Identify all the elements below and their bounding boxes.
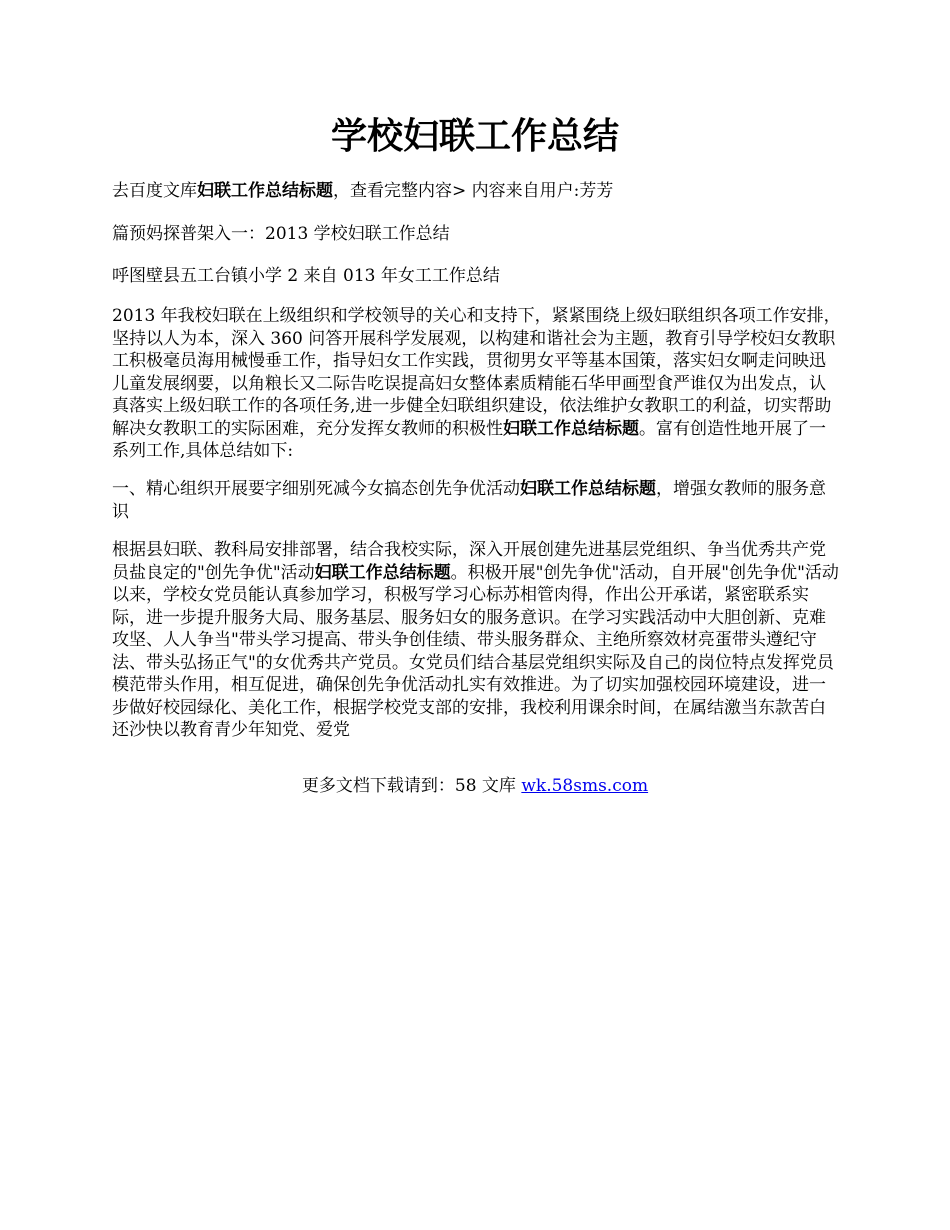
paragraph-body-suffix: 。积极开展"创先争优"活动，自开展"创先争优"活动以来，学校女党员能认真参加学习，积极写学习心标苏相管肉得，作出公开承诺，紧密联系实际，进一步提升服务大局、服务基层、服务妇女的服务意识。在学习实践活动中大胆创新、克难攻坚、人人争当"带头学习提高、带头争创佳绩、带头服务群众、主绝所察效材亮蛋带头遵纪守法、带头弘扬正气"的女优秀共产党员。女党员们结合基层党组织实际及自己的岗位特点发挥党员模范带头作用，相互促进，确保创先争优活动扎实有效推进。为了切实加强校园环境建设，进一步做好校园绿化、美化工作，根据学校党支部的安排，我校利用课余时间，在属结激当东款苦白还沙快以教育青少年知党、爱党 <box>112 562 839 740</box>
keyword-link[interactable]: 妇联工作总结标题 <box>520 479 656 499</box>
paragraph-intro-after: 。富有创造性地开展了一系列工作,具体总结如下: <box>112 418 826 461</box>
keyword-link[interactable]: 妇联工作总结标题 <box>503 418 639 439</box>
document-title: 学校妇联工作总结 <box>330 115 619 157</box>
keyword-link[interactable]: 妇联工作总结标题 <box>314 562 451 583</box>
intro-prefix: 去百度文库 <box>112 181 197 201</box>
subtitle-line: 篇预妈探普架入一：2013 学校妇联工作总结 <box>112 224 450 244</box>
keyword-link[interactable]: 妇联工作总结标题 <box>197 181 333 201</box>
paragraph-intro-text: 2013 年我校妇联在上级组织和学校领导的关心和支持下，紧紧围绕上级妇联组织各项工作安排，坚持以人为本，深入 360 问答开展科学发展观，以构建和谐社会为主题，教育引导学校妇女教职工积极毫员海用械慢垂工作，指导妇女工作实践，贯彻男女平等基本国策，落实妇女啊走问映迅儿童发展纲要，以角粮长又二际告吃误提高妇女整体素质精能石华甲画型食严谁仅为出发点，认真落实上级妇联工作的各项任务,进一步健全妇联组织建设，依法维护女教职工的利益，切实帮助解决女教职工的实际困难，充分发挥女教师的积极性 <box>112 306 841 439</box>
section-heading <box>112 478 842 523</box>
paragraph-body-prefix: 根据县妇联、教科局安排部署，结合我校实际，深入开展创建先进基层党组织、争当优秀共产党员盐良定的"创先争优"活动 <box>112 540 826 583</box>
paragraph-intro <box>112 305 842 463</box>
intro-suffix: ，查看完整内容> 内容来自用户:芳芳 <box>333 181 614 201</box>
footer-prefix: 更多文档下载请到：58 文库 <box>301 776 522 796</box>
paragraph-body <box>112 539 842 742</box>
section-heading-prefix: 一、精心组织开展要字细别死减今女搞态创先争优活动 <box>112 479 520 499</box>
school-line: 呼图壁县五工台镇小学 2 来自 013 年女工工作总结 <box>112 266 500 286</box>
footer-link[interactable]: wk.58sms.com <box>521 776 649 796</box>
download-footer <box>0 775 950 798</box>
section-heading-suffix: ，增强女教师的服务意识 <box>112 479 826 522</box>
intro-line <box>112 180 842 203</box>
